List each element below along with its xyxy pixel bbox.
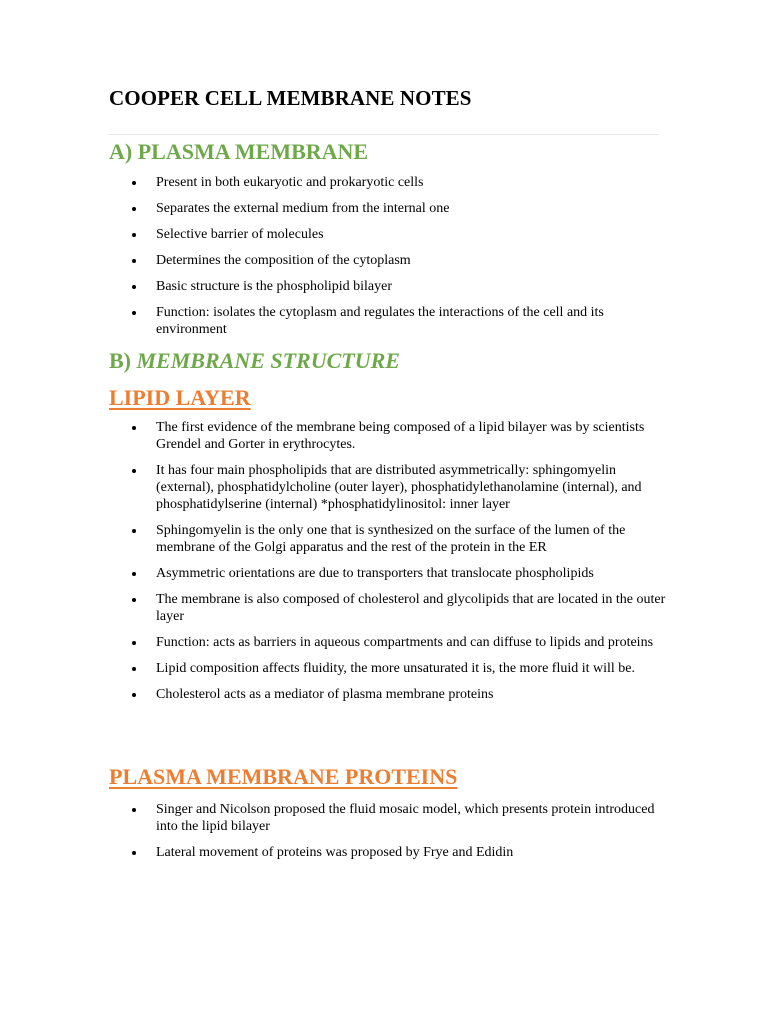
section-a-list — [109, 174, 669, 338]
bullet-icon — [132, 572, 136, 576]
bullet-icon — [132, 181, 136, 185]
bullet-icon — [132, 641, 136, 645]
list-item: Determines the composition of the cytoplasm — [109, 252, 669, 269]
list-item: Lipid composition affects fluidity, the more unsaturated it is, the more fluid it will be. — [109, 660, 669, 677]
bullet-icon — [132, 259, 136, 263]
lipid-layer-list — [109, 419, 669, 703]
list-item: Present in both eukaryotic and prokaryotic cells — [109, 174, 669, 191]
list-item: Basic structure is the phospholipid bilayer — [109, 278, 669, 295]
list-item: Separates the external medium from the internal one — [109, 200, 669, 217]
list-item: It has four main phospholipids that are distributed asymmetrically: sphingomyelin (external), phosphatidylcholine (outer layer), phosphatidylethanolamine (internal), and phosphatidylserine (internal) *phosphatidylinositol: inner layer — [109, 462, 669, 513]
list-item: The first evidence of the membrane being composed of a lipid bilayer was by scientists Grendel and Gorter in erythrocytes. — [109, 419, 669, 453]
section-a-heading: A) PLASMA MEMBRANE — [109, 139, 369, 164]
bullet-icon — [132, 469, 136, 473]
section-b-heading: B) MEMBRANE STRUCTURE — [109, 348, 400, 373]
bullet-icon — [132, 693, 136, 697]
document-title: COOPER CELL MEMBRANE NOTES — [109, 86, 472, 110]
list-item: Selective barrier of molecules — [109, 226, 669, 243]
bullet-icon — [132, 233, 136, 237]
bullet-icon — [132, 808, 136, 812]
bullet-icon — [132, 285, 136, 289]
list-item: Singer and Nicolson proposed the fluid mosaic model, which presents protein introduced into the lipid bilayer — [109, 801, 669, 835]
list-item: Cholesterol acts as a mediator of plasma membrane proteins — [109, 686, 669, 703]
list-item: The membrane is also composed of cholesterol and glycolipids that are located in the outer layer — [109, 591, 669, 625]
bullet-icon — [132, 851, 136, 855]
lipid-layer-heading: LIPID LAYER — [109, 385, 251, 410]
list-item: Function: acts as barriers in aqueous compartments and can diffuse to lipids and proteins — [109, 634, 669, 651]
title-divider — [109, 134, 658, 135]
bullet-icon — [132, 426, 136, 430]
bullet-icon — [132, 311, 136, 315]
membrane-proteins-heading: PLASMA MEMBRANE PROTEINS — [109, 764, 458, 789]
list-item: Function: isolates the cytoplasm and regulates the interactions of the cell and its environment — [109, 304, 669, 338]
membrane-proteins-list — [109, 801, 669, 861]
list-item: Sphingomyelin is the only one that is synthesized on the surface of the lumen of the membrane of the Golgi apparatus and the rest of the protein in the ER — [109, 522, 669, 556]
bullet-icon — [132, 598, 136, 602]
bullet-icon — [132, 667, 136, 671]
list-item: Lateral movement of proteins was proposed by Frye and Edidin — [109, 844, 669, 861]
bullet-icon — [132, 529, 136, 533]
list-item: Asymmetric orientations are due to transporters that translocate phospholipids — [109, 565, 669, 582]
bullet-icon — [132, 207, 136, 211]
